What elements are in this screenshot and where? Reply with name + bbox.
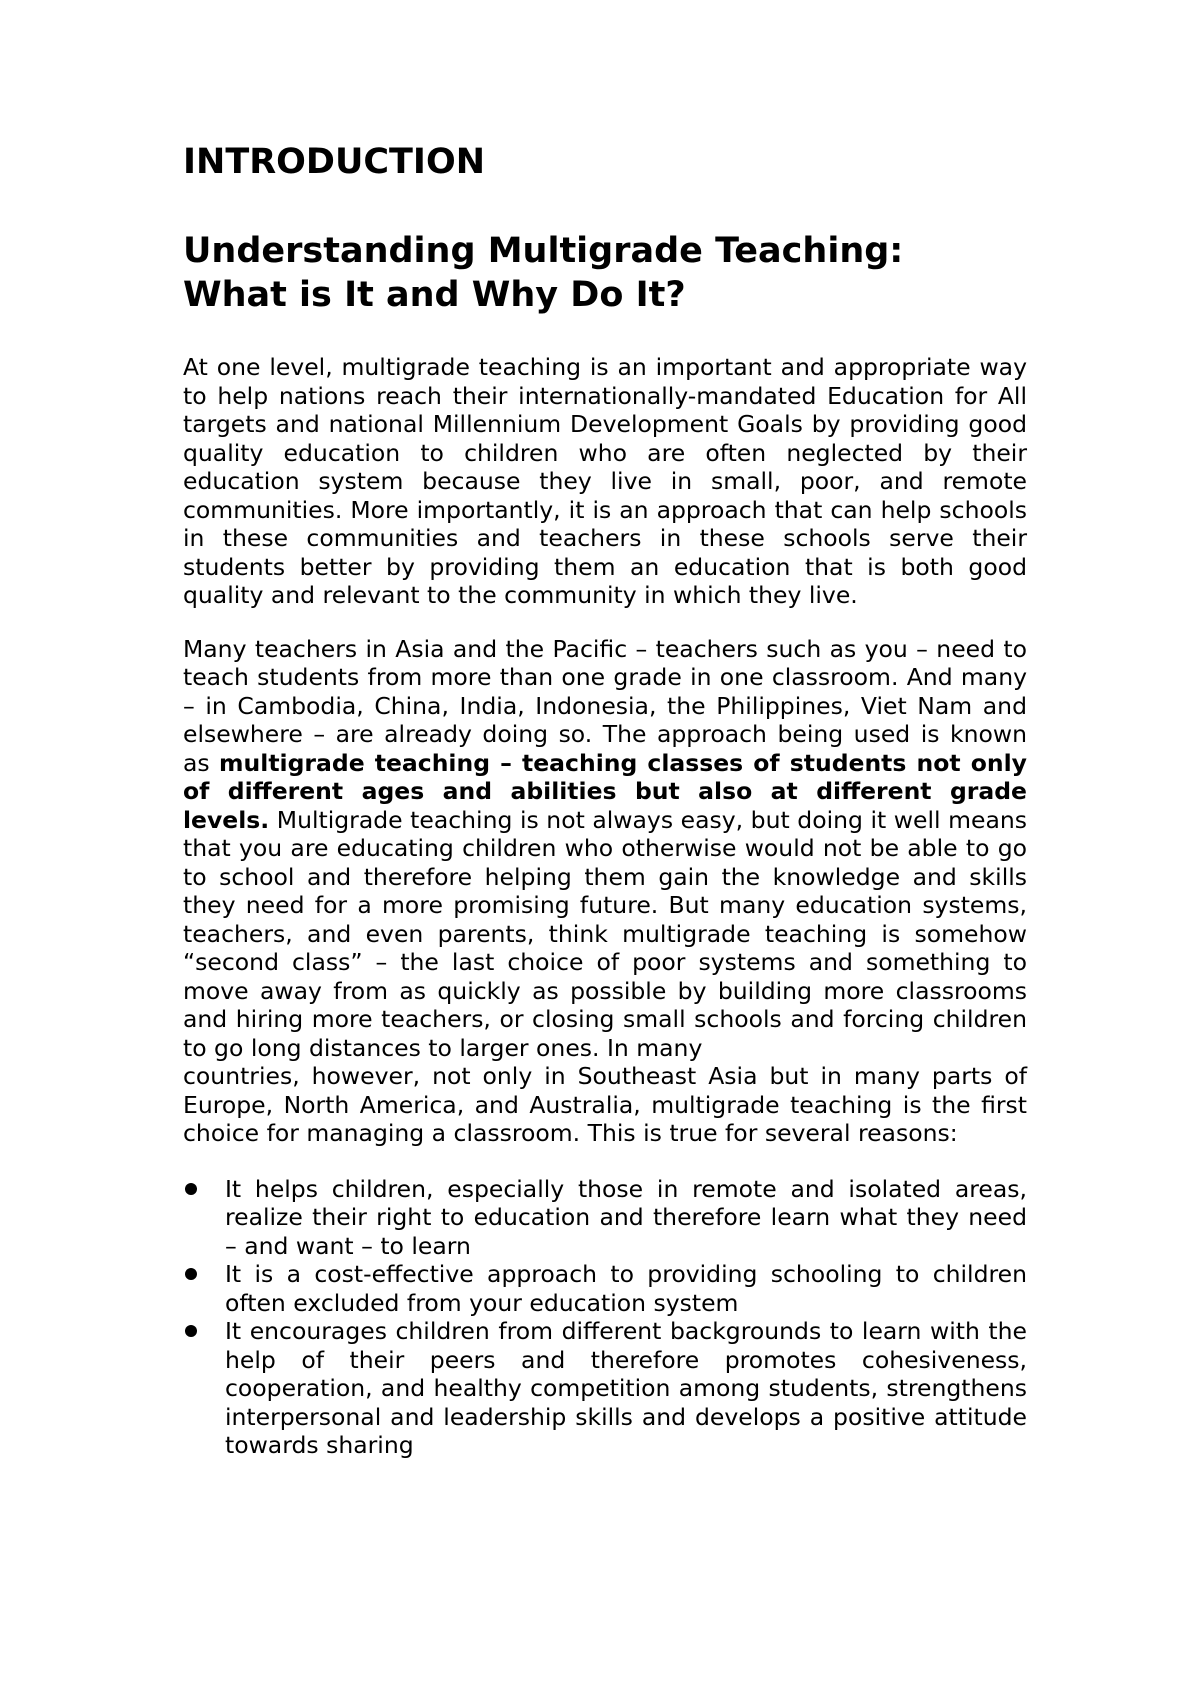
bullet-icon [185, 1268, 197, 1280]
paragraph-1: At one level, multigrade teaching is an important and appropriate way to help nations reach their internationally-mandated Education for All targets and national Millennium Development Goals by providing good quality education to children who are often neglected by their education system because they live in small, poor, and remote communities. More importantly, it is an approach that can help schools in these communities and teachers in these schools serve their students better by providing them an education that is both good quality and relevant to the community in which they live. [183, 353, 1027, 609]
reasons-list [183, 1175, 1027, 1460]
list-item-text: It is a cost-effective approach to providing schooling to children often excluded from your education system [225, 1260, 1027, 1317]
section-heading: INTRODUCTION [183, 142, 485, 182]
title-line-1: Understanding Multigrade Teaching: [183, 231, 904, 271]
paragraph-2-intro: Many teachers in Asia and the Pacific – teachers such as you – need to teach students from more than one grade in one classroom. And many – in Cambodia, China, India, Indonesia, the Philippines, Viet Nam and elsewhere – are already doing so. The approach being used is known as [183, 634, 1027, 777]
list-item-text: It helps children, especially those in remote and isolated areas, realize their right to education and therefore learn what they need – and want – to learn [225, 1174, 1027, 1260]
document-content [183, 140, 1027, 1460]
list-item [183, 1317, 1027, 1460]
document-title [183, 229, 1027, 317]
list-item-text: It encourages children from different backgrounds to learn with the help of their peers and therefore promotes cohesiveness, cooperation, and healthy competition among students, strengthens interpersonal and leadership skills and develops a positive attitude towards sharing [225, 1317, 1027, 1459]
title-line-2: What is It and Why Do It? [183, 275, 686, 315]
paragraph-3: countries, however, not only in Southeast Asia but in many parts of Europe, North America, and Australia, multigrade teaching is the first choice for managing a classroom. This is true for several reasons: [183, 1062, 1027, 1147]
list-item [183, 1175, 1027, 1261]
bullet-icon [185, 1183, 197, 1195]
paragraph-2 [183, 635, 1027, 1063]
paragraph-2-rest: Multigrade teaching is not always easy, but doing it well means that you are educating children who otherwise would not be able to go to school and therefore helping them gain the knowledge and skills they need for a more promising future. But many education systems, teachers, and even parents, think multigrade teaching is somehow “second class” – the last choice of poor systems and something to move away from as quickly as possible by building more classrooms and hiring more teachers, or closing small schools and forcing children to go long distances to larger ones. In many [183, 805, 1027, 1062]
list-item [183, 1260, 1027, 1317]
paragraph-2-emphasis: multigrade teaching – teaching classes of students not only of different ages and abilities but also at different grade levels. [183, 748, 1027, 834]
bullet-icon [185, 1325, 197, 1337]
